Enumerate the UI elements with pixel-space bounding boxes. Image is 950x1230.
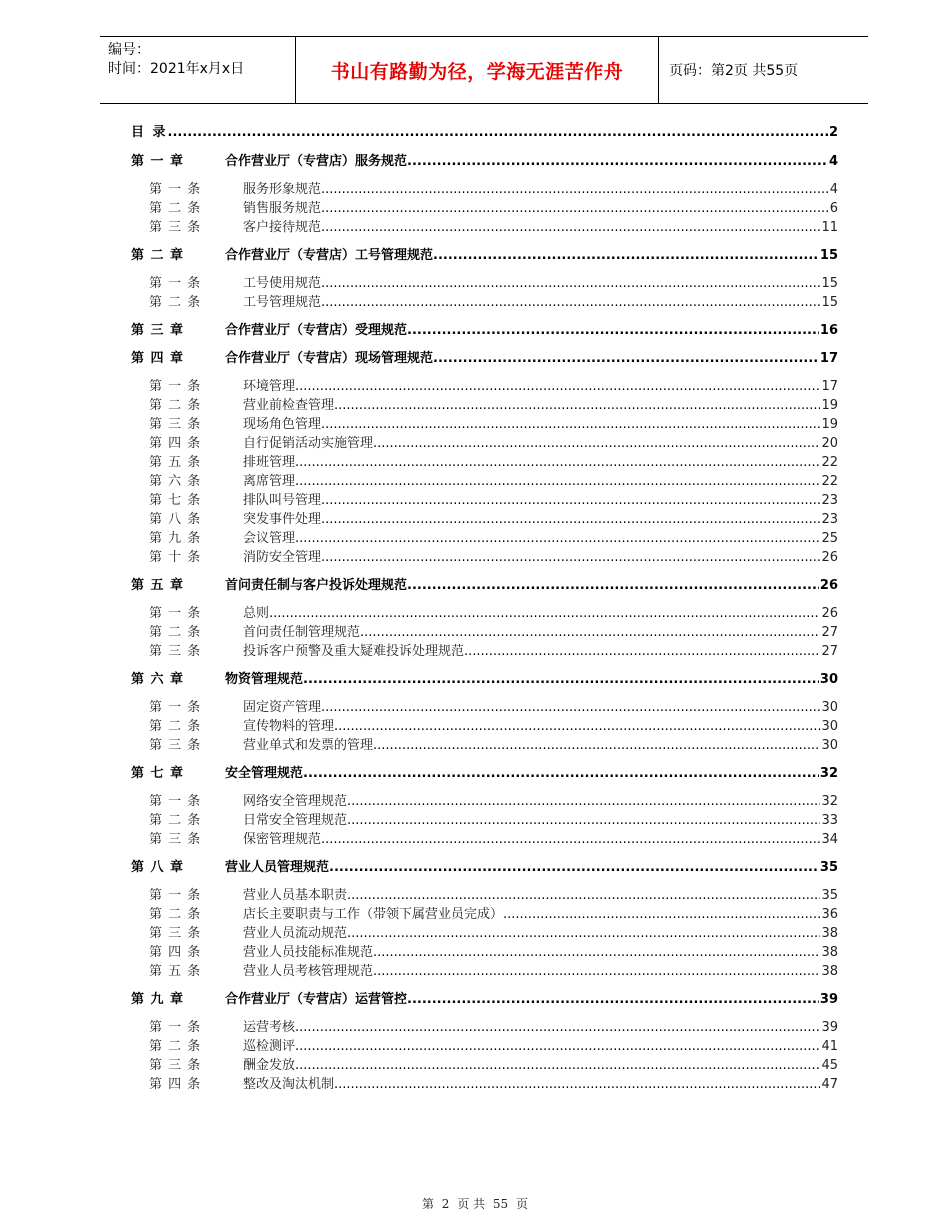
article-page: 47 <box>821 1077 838 1092</box>
toc-chapter-row[interactable] <box>131 990 838 1010</box>
article-title: 巡检测评 <box>243 1039 296 1054</box>
article-page: 22 <box>821 474 838 489</box>
leader-dots <box>295 1037 820 1056</box>
article-title: 销售服务规范 <box>243 201 322 216</box>
article-page: 39 <box>821 1020 838 1035</box>
article-number: 第 五 条 <box>149 455 202 470</box>
article-title: 突发事件处理 <box>243 512 322 527</box>
toc-article-row[interactable] <box>131 377 838 396</box>
toc-chapter-row[interactable] <box>131 670 838 690</box>
toc-article-row[interactable] <box>131 218 838 237</box>
article-title: 整改及淘汰机制 <box>243 1077 335 1092</box>
toc-article-row[interactable] <box>131 924 838 943</box>
article-number: 第 一 条 <box>149 276 202 291</box>
toc-chapter-row[interactable] <box>131 152 838 172</box>
article-group <box>131 180 838 237</box>
header-page-info: 页码：第2页 共55页 <box>669 63 799 79</box>
article-title: 工号使用规范 <box>243 276 322 291</box>
article-number: 第 四 条 <box>149 436 202 451</box>
toc-article-row[interactable] <box>131 623 838 642</box>
article-number: 第 三 条 <box>149 832 202 847</box>
article-page: 25 <box>821 531 838 546</box>
article-number: 第 九 条 <box>149 531 202 546</box>
footer-total: 55 <box>492 1197 509 1211</box>
article-number: 第 一 条 <box>149 379 202 394</box>
article-page: 30 <box>821 700 838 715</box>
leader-dots <box>321 293 820 312</box>
article-page: 27 <box>821 644 838 659</box>
article-number: 第 四 条 <box>149 1077 202 1092</box>
header-meta <box>100 37 296 103</box>
article-page: 4 <box>829 182 838 197</box>
article-title: 日常安全管理规范 <box>243 813 348 828</box>
chapter-title: 合作营业厅（专营店）工号管理规范 <box>225 248 434 263</box>
leader-dots <box>347 924 820 943</box>
leader-dots <box>334 396 820 415</box>
table-of-contents <box>131 123 838 1103</box>
article-title: 网络安全管理规范 <box>243 794 348 809</box>
article-number: 第 七 条 <box>149 493 202 508</box>
chapter-title: 合作营业厅（专营店）服务规范 <box>225 154 408 169</box>
article-page: 22 <box>821 455 838 470</box>
chapter-number: 第 三 章 <box>131 323 185 338</box>
leader-dots <box>407 152 828 172</box>
toc-article-row[interactable] <box>131 604 838 623</box>
article-title: 离席管理 <box>243 474 296 489</box>
article-page: 6 <box>829 201 838 216</box>
article-number: 第 三 条 <box>149 417 202 432</box>
leader-dots <box>373 736 820 755</box>
article-title: 酬金发放 <box>243 1058 296 1073</box>
chapter-title: 首问责任制与客户投诉处理规范 <box>225 578 408 593</box>
article-title: 营业人员基本职责 <box>243 888 348 903</box>
toc-article-row[interactable] <box>131 1056 838 1075</box>
toc-article-row[interactable] <box>131 274 838 293</box>
article-number: 第 一 条 <box>149 794 202 809</box>
chapter-page: 32 <box>819 766 838 781</box>
chapter-page: 30 <box>819 672 838 687</box>
article-number: 第 十 条 <box>149 550 202 565</box>
article-title: 首问责任制管理规范 <box>243 625 361 640</box>
article-title: 营业人员流动规范 <box>243 926 348 941</box>
article-title: 营业前检查管理 <box>243 398 335 413</box>
article-title: 自行促销活动实施管理 <box>243 436 374 451</box>
leader-dots <box>321 548 820 567</box>
article-title: 环境管理 <box>243 379 296 394</box>
article-number: 第 二 条 <box>149 719 202 734</box>
leader-dots <box>347 811 820 830</box>
article-group <box>131 698 838 755</box>
leader-dots <box>321 415 820 434</box>
article-page: 23 <box>821 493 838 508</box>
article-number: 第 二 条 <box>149 907 202 922</box>
article-page: 30 <box>821 719 838 734</box>
chapter-number: 第 六 章 <box>131 672 185 687</box>
leader-dots <box>303 764 819 784</box>
leader-dots <box>373 943 820 962</box>
chapter-number: 第 四 章 <box>131 351 185 366</box>
article-number: 第 二 条 <box>149 813 202 828</box>
toc-article-row[interactable] <box>131 415 838 434</box>
article-title: 店长主要职责与工作（带领下属营业员完成） <box>243 907 504 922</box>
leader-dots <box>269 604 820 623</box>
toc-article-row[interactable] <box>131 510 838 529</box>
article-title: 保密管理规范 <box>243 832 322 847</box>
article-group <box>131 886 838 981</box>
chapter-number: 第 八 章 <box>131 860 185 875</box>
toc-article-row[interactable] <box>131 962 838 981</box>
article-title: 会议管理 <box>243 531 296 546</box>
article-page: 15 <box>821 295 838 310</box>
toc-article-row[interactable] <box>131 491 838 510</box>
toc-article-row[interactable] <box>131 717 838 736</box>
article-number: 第 六 条 <box>149 474 202 489</box>
chapter-number: 第 七 章 <box>131 766 185 781</box>
chapter-page: 16 <box>819 323 838 338</box>
article-number: 第 二 条 <box>149 295 202 310</box>
leader-dots <box>373 434 820 453</box>
leader-dots <box>295 1056 820 1075</box>
article-page: 27 <box>821 625 838 640</box>
toc-chapter-row[interactable] <box>131 321 838 341</box>
leader-dots <box>433 349 819 369</box>
article-group <box>131 792 838 849</box>
time-label: 时间：2021年x月x日 <box>108 61 245 77</box>
article-group <box>131 604 838 661</box>
leader-dots <box>321 698 820 717</box>
article-number: 第 三 条 <box>149 644 202 659</box>
footer-mid: 页 共 <box>457 1197 486 1211</box>
toc-article-row[interactable] <box>131 886 838 905</box>
chapter-page: 26 <box>819 578 838 593</box>
article-title: 固定资产管理 <box>243 700 322 715</box>
toc-article-row[interactable] <box>131 830 838 849</box>
leader-dots <box>464 642 820 661</box>
article-page: 32 <box>821 794 838 809</box>
toc-chapter-row[interactable] <box>131 246 838 266</box>
article-title: 投诉客户预警及重大疑难投诉处理规范 <box>243 644 465 659</box>
leader-dots <box>295 1018 820 1037</box>
toc-chapter-row[interactable] <box>131 858 838 878</box>
article-page: 19 <box>821 417 838 432</box>
toc-article-row[interactable] <box>131 642 838 661</box>
article-page: 19 <box>821 398 838 413</box>
article-page: 26 <box>821 550 838 565</box>
article-number: 第 二 条 <box>149 625 202 640</box>
page-header <box>100 36 868 104</box>
leader-dots <box>407 990 819 1010</box>
article-title: 排班管理 <box>243 455 296 470</box>
leader-dots <box>329 858 819 878</box>
chapter-title: 营业人员管理规范 <box>225 860 330 875</box>
article-title: 工号管理规范 <box>243 295 322 310</box>
article-title: 运营考核 <box>243 1020 296 1035</box>
leader-dots <box>321 830 820 849</box>
article-title: 现场角色管理 <box>243 417 322 432</box>
toc-article-row[interactable] <box>131 736 838 755</box>
toc-article-row[interactable] <box>131 1037 838 1056</box>
header-motto: 书山有路勤为径，学海无涯苦作舟 <box>296 37 659 103</box>
article-page: 38 <box>821 964 838 979</box>
chapter-title: 物资管理规范 <box>225 672 304 687</box>
leader-dots <box>407 576 819 596</box>
leader-dots <box>321 491 820 510</box>
leader-dots <box>321 218 820 237</box>
article-group <box>131 377 838 567</box>
toc-article-row[interactable] <box>131 943 838 962</box>
toc-chapter-row[interactable] <box>131 349 838 369</box>
leader-dots <box>407 321 819 341</box>
leader-dots <box>321 180 829 199</box>
chapter-title: 合作营业厅（专营店）现场管理规范 <box>225 351 434 366</box>
toc-article-row[interactable] <box>131 396 838 415</box>
toc-article-row[interactable] <box>131 472 838 491</box>
article-number: 第 三 条 <box>149 926 202 941</box>
toc-article-row[interactable] <box>131 792 838 811</box>
chapter-page: 35 <box>819 860 838 875</box>
leader-dots <box>334 1075 820 1094</box>
footer-suffix: 页 <box>516 1197 529 1211</box>
toc-heading-row[interactable] <box>131 123 838 143</box>
toc-article-row[interactable] <box>131 1018 838 1037</box>
article-title: 营业人员考核管理规范 <box>243 964 374 979</box>
article-title: 客户接待规范 <box>243 220 322 235</box>
article-number: 第 二 条 <box>149 398 202 413</box>
chapter-title: 安全管理规范 <box>225 766 304 781</box>
leader-dots <box>168 123 828 143</box>
toc-article-row[interactable] <box>131 811 838 830</box>
leader-dots <box>360 623 820 642</box>
leader-dots <box>321 510 820 529</box>
leader-dots <box>503 905 820 924</box>
toc-article-row[interactable] <box>131 1075 838 1094</box>
toc-chapter-row[interactable] <box>131 576 838 596</box>
article-page: 30 <box>821 738 838 753</box>
chapter-page: 17 <box>819 351 838 366</box>
article-number: 第 三 条 <box>149 738 202 753</box>
article-page: 35 <box>821 888 838 903</box>
chapter-title: 合作营业厅（专营店）运营管控 <box>225 992 408 1007</box>
article-page: 20 <box>821 436 838 451</box>
article-group <box>131 1018 838 1094</box>
toc-article-row[interactable] <box>131 199 838 218</box>
article-page: 34 <box>821 832 838 847</box>
article-title: 宣传物料的管理 <box>243 719 335 734</box>
article-number: 第 一 条 <box>149 1020 202 1035</box>
article-number: 第 一 条 <box>149 182 202 197</box>
article-number: 第 三 条 <box>149 1058 202 1073</box>
article-number: 第 一 条 <box>149 888 202 903</box>
article-number: 第 二 条 <box>149 1039 202 1054</box>
toc-heading: 目 录 <box>131 125 168 140</box>
leader-dots <box>347 886 820 905</box>
chapter-number: 第 五 章 <box>131 578 185 593</box>
footer-prefix: 第 <box>421 1197 434 1211</box>
article-page: 17 <box>821 379 838 394</box>
page-footer <box>0 1195 950 1212</box>
chapter-page: 15 <box>819 248 838 263</box>
article-group <box>131 274 838 312</box>
article-title: 营业单式和发票的管理 <box>243 738 374 753</box>
chapter-number: 第 二 章 <box>131 248 185 263</box>
article-page: 11 <box>821 220 838 235</box>
article-page: 15 <box>821 276 838 291</box>
leader-dots <box>303 670 819 690</box>
toc-article-row[interactable] <box>131 905 838 924</box>
leader-dots <box>321 199 829 218</box>
article-page: 45 <box>821 1058 838 1073</box>
article-number: 第 一 条 <box>149 606 202 621</box>
leader-dots <box>347 792 820 811</box>
article-number: 第 一 条 <box>149 700 202 715</box>
chapter-number: 第 九 章 <box>131 992 185 1007</box>
chapter-page: 39 <box>819 992 838 1007</box>
leader-dots <box>321 274 820 293</box>
article-page: 38 <box>821 926 838 941</box>
toc-article-row[interactable] <box>131 453 838 472</box>
article-title: 总则 <box>243 606 270 621</box>
article-number: 第 三 条 <box>149 220 202 235</box>
article-title: 服务形象规范 <box>243 182 322 197</box>
leader-dots <box>373 962 820 981</box>
article-page: 26 <box>821 606 838 621</box>
article-number: 第 四 条 <box>149 945 202 960</box>
article-number: 第 二 条 <box>149 201 202 216</box>
leader-dots <box>433 246 819 266</box>
footer-page: 2 <box>441 1197 450 1211</box>
toc-article-row[interactable] <box>131 293 838 312</box>
leader-dots <box>295 529 820 548</box>
article-title: 营业人员技能标准规范 <box>243 945 374 960</box>
article-page: 23 <box>821 512 838 527</box>
leader-dots <box>295 472 820 491</box>
article-page: 36 <box>821 907 838 922</box>
toc-article-row[interactable] <box>131 529 838 548</box>
leader-dots <box>295 453 820 472</box>
leader-dots <box>334 717 820 736</box>
article-page: 33 <box>821 813 838 828</box>
serial-label: 编号： <box>108 42 150 58</box>
chapter-page: 4 <box>828 154 838 169</box>
article-title: 消防安全管理 <box>243 550 322 565</box>
article-number: 第 八 条 <box>149 512 202 527</box>
toc-article-row[interactable] <box>131 180 838 199</box>
toc-article-row[interactable] <box>131 434 838 453</box>
toc-chapter-row[interactable] <box>131 764 838 784</box>
leader-dots <box>295 377 820 396</box>
chapter-title: 合作营业厅（专营店）受理规范 <box>225 323 408 338</box>
article-page: 38 <box>821 945 838 960</box>
toc-heading-page: 2 <box>828 125 838 140</box>
toc-article-row[interactable] <box>131 698 838 717</box>
article-title: 排队叫号管理 <box>243 493 322 508</box>
chapter-number: 第 一 章 <box>131 154 185 169</box>
article-number: 第 五 条 <box>149 964 202 979</box>
toc-article-row[interactable] <box>131 548 838 567</box>
article-page: 41 <box>821 1039 838 1054</box>
